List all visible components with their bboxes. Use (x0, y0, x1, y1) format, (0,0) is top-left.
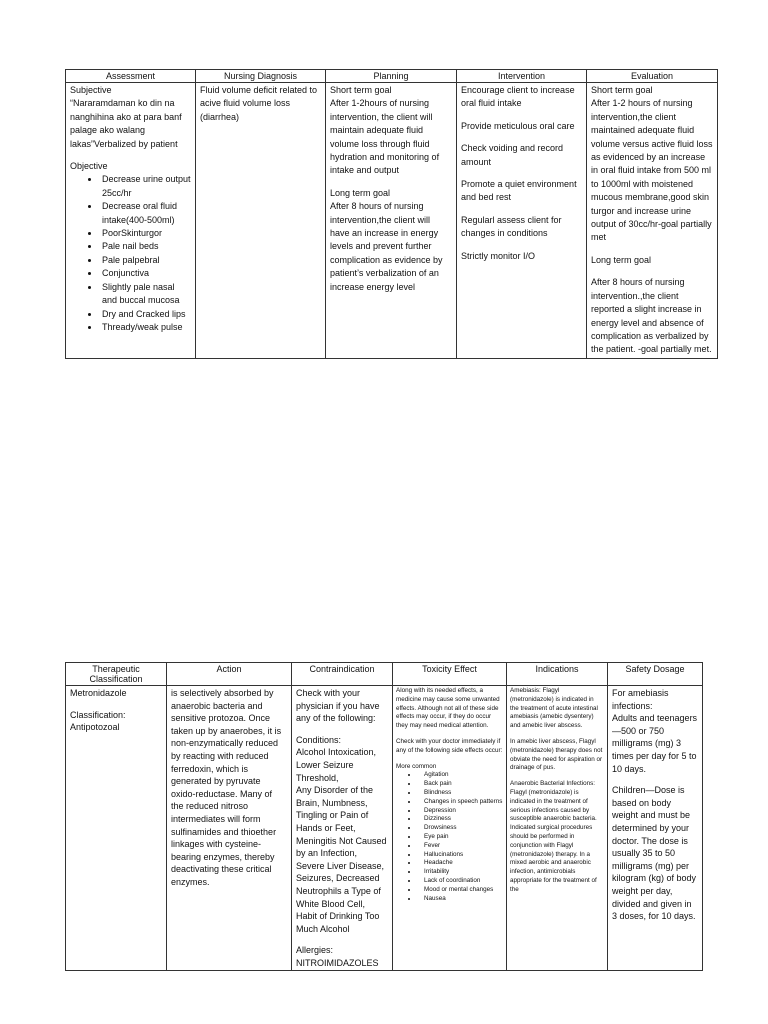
action-cell (167, 686, 292, 971)
objective-item: • Conjunctiva (100, 267, 191, 280)
nursing-diagnosis-cell (196, 83, 326, 359)
intervention-item: Regularl assess client for changes in conditions (461, 214, 562, 239)
side-effect-item: • Lack of coordination (418, 877, 503, 886)
subjective-label: Subjective (70, 85, 112, 95)
side-effect-item: • Blindness (418, 789, 503, 798)
intervention-item: Encourage client to increase oral fluid intake (461, 85, 575, 109)
evaluation-short-label: Short term goal (591, 85, 653, 95)
objective-item: • Thready/weak pulse (100, 321, 191, 334)
toxicity-para-2: Check with your doctor immediately if any of the following side effects occur: (396, 737, 503, 754)
side-effect-item: • Fever (418, 842, 503, 851)
side-effect-item: • Depression (418, 807, 503, 816)
nursing-care-plan-table (65, 69, 718, 359)
drug-study-body-row (66, 686, 703, 971)
toxicity-more-common: More common (396, 762, 437, 770)
contraindication-intro: Check with your physician if you have any of the following: (296, 688, 380, 724)
objective-item: • PoorSkinturgor (100, 227, 191, 240)
objective-item: • Decrease urine output 25cc/hr (100, 173, 191, 200)
contraindication-conditions: Conditions: Alcohol Intoxication, Lower Seizure Threshold, Any Disorder of the Brain, Numbness, Tingling or Pain of Hands or Feet, Meningitis Not Caused by an Infection, Severe Liver Disease, Seizures, Decreased Neutrophils a Type of White Blood Cell, Habit of Drinking Too Much Alcohol (296, 734, 387, 934)
evaluation-long-text: After 8 hours of nursing intervention.,the client reported a slight increase in energy level and absence of complication as verbalized by the patient. -goal partially met. (591, 277, 712, 355)
header-action: Action (167, 663, 292, 686)
side-effect-item: • Dizziness (418, 815, 503, 824)
objective-item: • Slightly pale nasal and buccal mucosa (100, 281, 191, 308)
objective-label: Objective (70, 161, 108, 172)
header-assessment: Assessment (66, 70, 196, 83)
side-effect-item: • Drowsiness (418, 824, 503, 833)
dosage-para-2: Children—Dose is based on body weight and must be determined by your doctor. The dose is usually 35 to 50 milligrams (mg) per kilogram (kg) of body weight per day, divided and given in 3 doses, for 10 days. (612, 785, 697, 922)
assessment-cell (66, 83, 196, 359)
nursing-diagnosis-text: Fluid volume deficit related to acive fluid volume loss (diarrhea) (200, 85, 318, 122)
side-effect-item: • Mood or mental changes (418, 886, 503, 895)
header-intervention: Intervention (457, 70, 587, 83)
evaluation-cell (587, 83, 718, 359)
header-safety-dosage: Safety Dosage (608, 663, 703, 686)
planning-short-text: After 1-2hours of nursing intervention, the client will maintain adequate fluid volume loss through fluid hydration and monitoring of intake and output (330, 98, 440, 176)
side-effect-item: • Headache (418, 859, 503, 868)
objective-item: • Pale nail beds (100, 240, 191, 253)
toxicity-cell (393, 686, 507, 971)
header-toxicity-effect: Toxicity Effect (393, 663, 507, 686)
safety-dosage-cell (608, 686, 703, 971)
side-effect-item: • Changes in speech patterns (418, 798, 503, 807)
objective-item: • Pale palpebral (100, 254, 191, 267)
care-plan-body-row (66, 83, 718, 359)
header-nursing-diagnosis: Nursing Diagnosis (196, 70, 326, 83)
side-effect-item: • Eye pain (418, 833, 503, 842)
contraindication-cell (292, 686, 393, 971)
intervention-item: Promote a quiet environment and bed rest (461, 179, 577, 203)
side-effect-item: • Nausea (418, 895, 503, 904)
header-planning: Planning (326, 70, 457, 83)
side-effect-list (396, 771, 503, 903)
subjective-text: “Nararamdaman ko din na nanghihina ako at para banf palage ako walang lakas”Verbalized by patient (70, 98, 182, 149)
planning-short-label: Short term goal (330, 85, 392, 95)
planning-long-text: After 8 hours of nursing intervention,the client will have an increase in energy levels and prevent further complication as evidence by patient’s verbalization of an increase energy level (330, 201, 443, 292)
drug-classification: Classification: Antipotozoal (70, 709, 126, 733)
classification-cell (66, 686, 167, 971)
intervention-item: Strictly monitor I/O (461, 250, 536, 261)
objective-item: • Dry and Cracked lips (100, 308, 191, 321)
evaluation-short-text: After 1-2 hours of nursing intervention,the client maintained adequate fluid volume versus active fluid loss as evidenced by an increase in oral fluid intake from 500 ml to 1000ml with moistened mucous membrane,good skin turgor and increase urine output of 30cc/hr-goal partially met (591, 98, 713, 243)
action-text: is selectively absorbed by anaerobic bacteria and sensitive protozoa. Once taken up by anaerobes, it is non-enzymatically reduced by reacting with reduced ferredoxin, which is generated by pyruvate oxido-reductase. Many of the reduced nitroso intermediates will form sulfinamides and thioether linkages with cysteine-bearing enzymes, thereby deactivating these critical enzymes. (171, 688, 282, 887)
toxicity-para-1: Along with its needed effects, a medicine may cause some unwanted effects. Although not all of these side effects may occur, if they do occur they may need medical attention. (396, 687, 500, 730)
indications-para-1: Amebiasis: Flagyl (metronidazole) is indicated in the treatment of acute intestinal amebiasis (amebic dysentery) and amebic liver abscess. (510, 687, 598, 730)
dosage-para-1: For amebiasis infections: Adults and teenagers—500 or 750 milligrams (mg) 3 times per day for 5 to 10 days. (612, 688, 698, 774)
header-indications: Indications (507, 663, 608, 686)
indications-para-3: Anaerobic Bacterial Infections: Flagyl (metronidazole) is indicated in the treatment of serious infections caused by susceptible anaerobic bacteria. Indicated surgical procedures should be performed in conjunction with Flagyl (metronidazole) therapy. In a mixed aerobic and anaerobic infection, antimicrobials appropriate for the treatment of the (510, 780, 597, 893)
intervention-item: Provide meticulous oral care (461, 120, 575, 131)
objective-list (70, 173, 191, 334)
care-plan-header-row (66, 70, 718, 83)
drug-study-header-row (66, 663, 703, 686)
evaluation-long-label: Long term goal (591, 254, 652, 265)
indications-para-2: In amebic liver abscess, Flagyl (metronidazole) therapy does not obviate the need for aspiration or drainage of pus. (510, 737, 603, 772)
side-effect-item: • Back pain (418, 780, 503, 789)
contraindication-allergies: Allergies: NITROIMIDAZOLES (296, 945, 379, 968)
drug-name: Metronidazole (70, 688, 127, 698)
side-effect-item: • Irritability (418, 868, 503, 877)
objective-item: • Decrease oral fluid intake(400-500ml) (100, 200, 191, 227)
intervention-item: Check voiding and record amount (461, 143, 564, 167)
planning-cell (326, 83, 457, 359)
intervention-cell (457, 83, 587, 359)
header-therapeutic-classification: Therapeutic Classification (66, 663, 167, 686)
side-effect-item: • Hallucinations (418, 851, 503, 860)
header-evaluation: Evaluation (587, 70, 718, 83)
header-contraindication: Contraindication (292, 663, 393, 686)
indications-cell (507, 686, 608, 971)
side-effect-item: • Agitation (418, 771, 503, 780)
drug-study-table (65, 662, 703, 971)
planning-long-label: Long term goal (330, 187, 391, 198)
